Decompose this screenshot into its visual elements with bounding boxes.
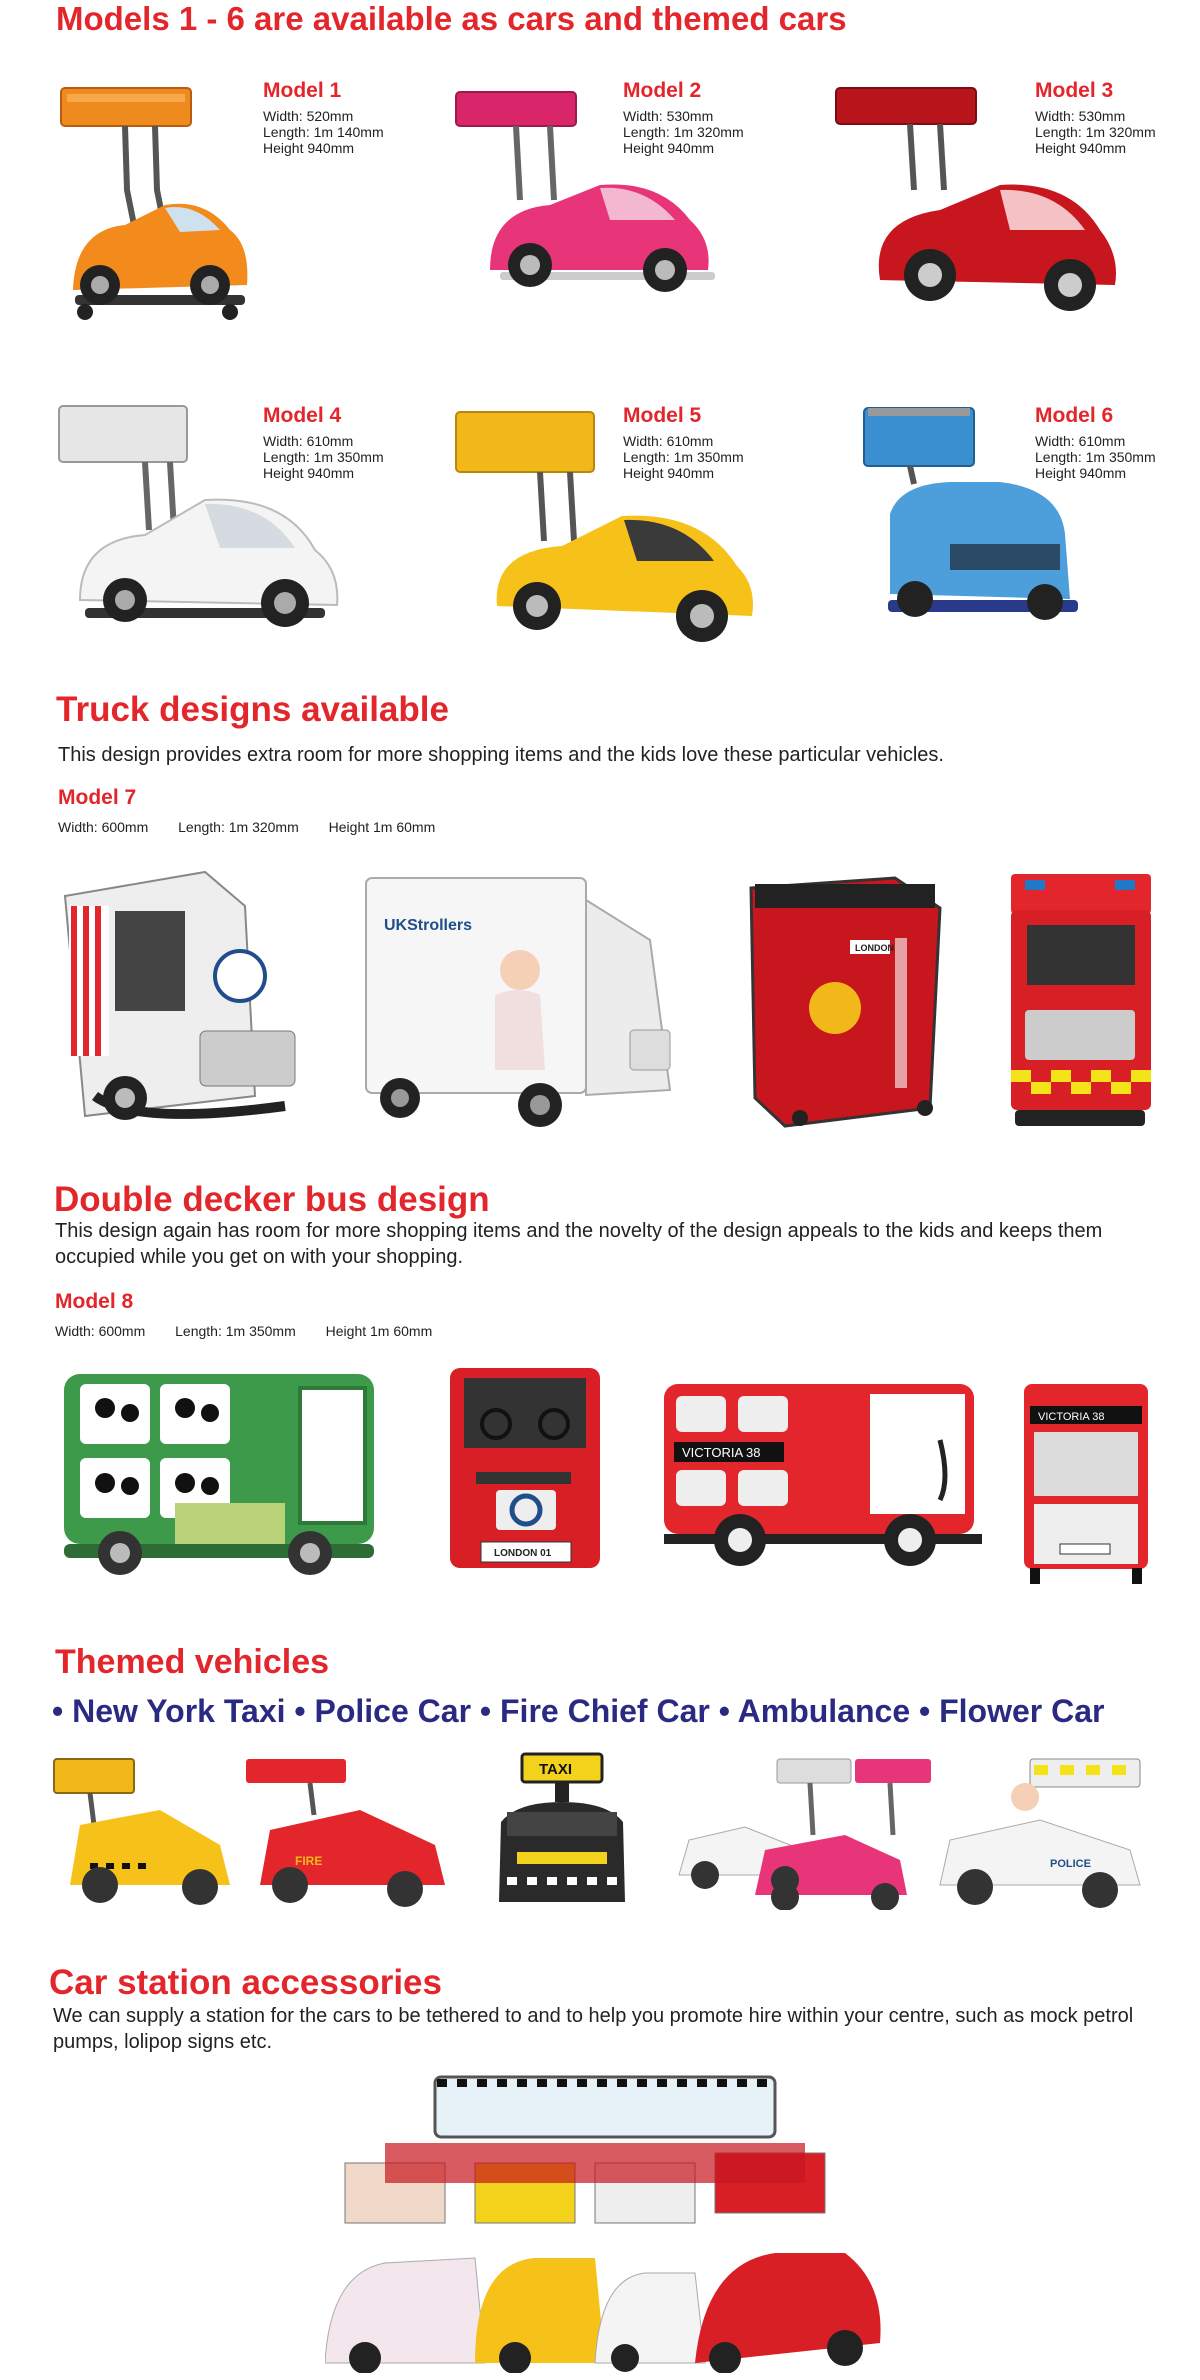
- themed-fire-chief-image: [240, 1755, 455, 1910]
- taxi-label: TAXI: [539, 1761, 573, 1778]
- truck-food-van-image: [55, 866, 305, 1131]
- model-7-name: Model 7: [58, 786, 137, 809]
- model-8-height: Height 1m 60mm: [325, 1323, 433, 1339]
- truck-fire-engine-image: [1005, 870, 1155, 1135]
- fire-label: FIRE: [295, 1854, 323, 1868]
- model-1-width: Width: 520mm: [263, 108, 354, 124]
- bus-description: This design again has room for more shopping items and the novelty of the design appeals to the kids and keeps them occupied while you get on with your shopping.: [55, 1220, 1103, 1268]
- model-4-height: Height 940mm: [263, 465, 355, 481]
- themed-vehicles-list: • New York Taxi • Police Car • Fire Chief Car • Ambulance • Flower Car: [52, 1693, 1105, 1729]
- model-5-specs: [623, 433, 744, 481]
- model-1-name: Model 1: [263, 79, 342, 102]
- model-6-width: Width: 610mm: [1035, 433, 1126, 449]
- model-2-specs: [623, 108, 744, 156]
- themed-taxi-rear-image: [487, 1752, 637, 1912]
- model-8-width: Width: 600mm: [55, 1323, 146, 1339]
- model-4-specs: [263, 433, 384, 481]
- model-8-length: Length: 1m 350mm: [175, 1323, 296, 1339]
- model-6-length: Length: 1m 350mm: [1035, 449, 1156, 465]
- model-2-name: Model 2: [623, 79, 702, 102]
- bus-london-front-image: [446, 1364, 606, 1589]
- section-heading-bus: Double decker bus design: [54, 1180, 490, 1219]
- model-2-height: Height 940mm: [623, 140, 715, 156]
- london-plate-label: LONDON 01: [494, 1548, 552, 1559]
- car-station-image: [325, 2073, 895, 2373]
- model-3-width: Width: 530mm: [1035, 108, 1126, 124]
- model-3-specs: [1035, 108, 1156, 156]
- model-2-length: Length: 1m 320mm: [623, 124, 744, 140]
- police-label: POLICE: [1050, 1858, 1091, 1870]
- model-1-image: [55, 80, 255, 340]
- bus-green-image: [60, 1368, 385, 1583]
- model-5-length: Length: 1m 350mm: [623, 449, 744, 465]
- model-3-name: Model 3: [1035, 79, 1114, 102]
- section-heading-themed: Themed vehicles: [55, 1643, 330, 1681]
- model-1-length: Length: 1m 140mm: [263, 124, 384, 140]
- model-8-name: Model 8: [55, 1290, 134, 1313]
- themed-flower-cars-image: [675, 1755, 940, 1910]
- bus-route-label: VICTORIA 38: [682, 1445, 761, 1460]
- section-heading-trucks: Truck designs available: [56, 690, 449, 729]
- section-heading-accessories: Car station accessories: [49, 1963, 442, 2002]
- model-4-length: Length: 1m 350mm: [263, 449, 384, 465]
- london-label: LONDON: [855, 943, 894, 953]
- model-4-width: Width: 610mm: [263, 433, 354, 449]
- model-4-name: Model 4: [263, 404, 342, 427]
- bus-front-route-label: VICTORIA 38: [1038, 1411, 1105, 1423]
- model-7-height: Height 1m 60mm: [328, 819, 436, 835]
- truck-ukstrollers-van-image: [360, 870, 680, 1135]
- accessories-description: We can supply a station for the cars to be tethered to and to help you promote hire within your centre, such as mock petrol pumps, lolipop signs etc.: [53, 2005, 1134, 2053]
- model-5-width: Width: 610mm: [623, 433, 714, 449]
- model-6-height: Height 940mm: [1035, 465, 1127, 481]
- themed-police-car-image: [930, 1755, 1150, 1910]
- model-6-name: Model 6: [1035, 404, 1114, 427]
- model-3-height: Height 940mm: [1035, 140, 1127, 156]
- model-7-specs: [58, 819, 461, 835]
- model-3-length: Length: 1m 320mm: [1035, 124, 1156, 140]
- model-1-specs: [263, 108, 384, 156]
- model-8-specs: [55, 1323, 458, 1339]
- truck-fire-cart-image: [745, 868, 945, 1133]
- model-5-name: Model 5: [623, 404, 702, 427]
- bus-red-side-image: [660, 1380, 990, 1585]
- model-6-specs: [1035, 433, 1156, 481]
- model-5-height: Height 940mm: [623, 465, 715, 481]
- ukstrollers-label: UKStrollers: [384, 917, 473, 934]
- model-1-height: Height 940mm: [263, 140, 355, 156]
- themed-taxi-image: [50, 1755, 235, 1910]
- trucks-description: This design provides extra room for more shopping items and the kids love these particular vehicles.: [58, 744, 944, 766]
- model-7-width: Width: 600mm: [58, 819, 149, 835]
- model-2-width: Width: 530mm: [623, 108, 714, 124]
- model-7-length: Length: 1m 320mm: [178, 819, 299, 835]
- section-heading-models: Models 1 - 6 are available as cars and themed cars: [56, 0, 847, 37]
- bus-red-front-image: [1020, 1380, 1155, 1585]
